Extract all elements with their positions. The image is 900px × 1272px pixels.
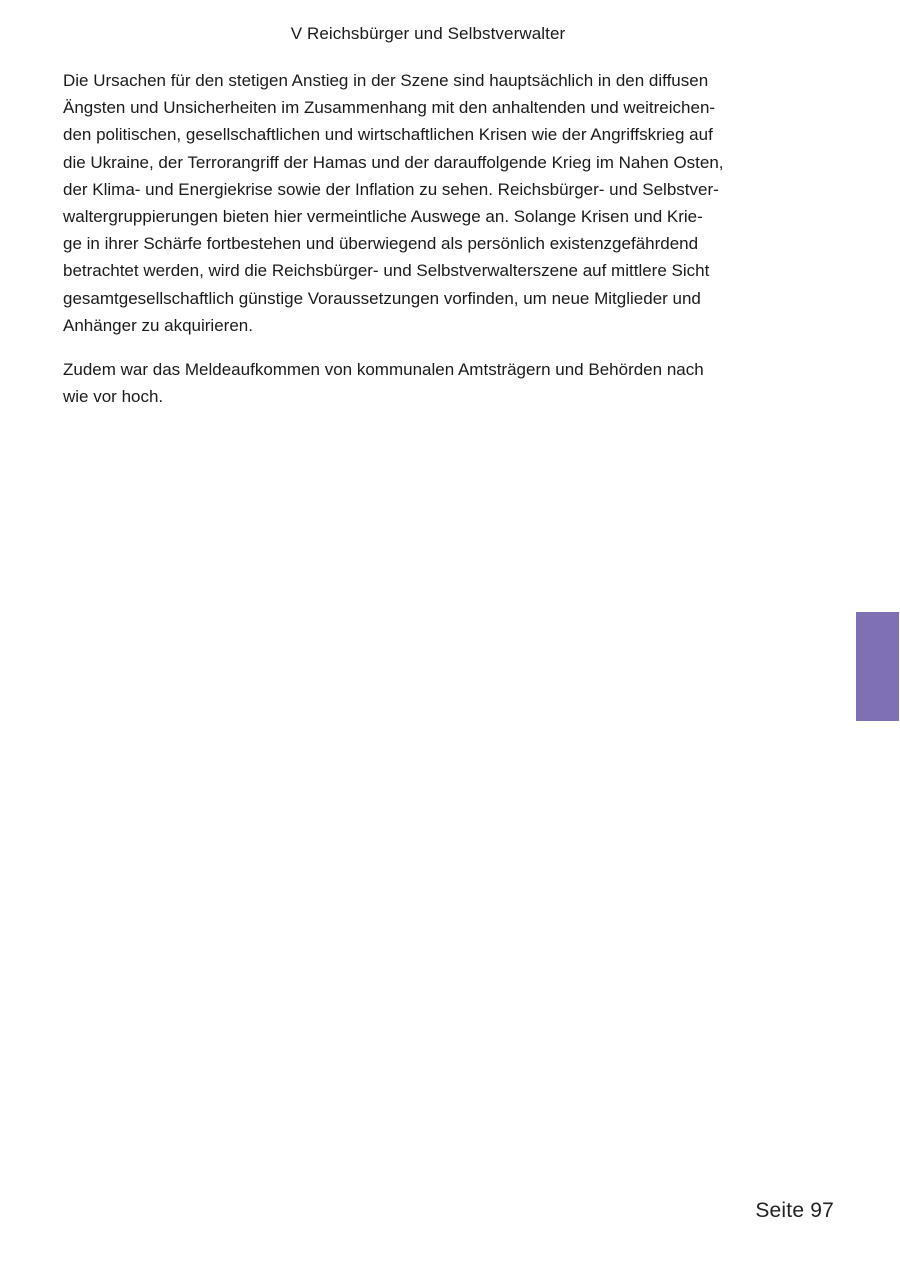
text-line: Ängsten und Unsicherheiten im Zusammenhang mit den anhaltenden und weitreichen- xyxy=(63,98,716,118)
text-line: Die Ursachen für den stetigen Anstieg in der Szene sind hauptsächlich in den diffusen xyxy=(63,71,709,90)
text-line: wie vor hoch. xyxy=(63,387,164,407)
chapter-tab-marker xyxy=(856,612,899,721)
text-line: der Klima- und Energiekrise sowie der Inflation zu sehen. Reichsbürger- und Selbstver- xyxy=(63,179,719,199)
paragraph-2 xyxy=(63,356,798,410)
text-line: gesamtgesellschaftlich günstige Voraussetzungen vorfinden, um neue Mitglieder und xyxy=(63,288,701,308)
text-line: die Ukraine, der Terrorangriff der Hamas und der darauffolgende Krieg im Nahen Osten, xyxy=(63,152,724,172)
text-line: waltergruppierungen bieten hier vermeintliche Auswege an. Solange Krisen und Krie- xyxy=(63,207,703,227)
page-number: Seite 97 xyxy=(755,1199,834,1222)
body-text xyxy=(63,67,798,427)
paragraph-1 xyxy=(63,67,798,339)
text-line: betrachtet werden, wird die Reichsbürger- und Selbstverwalterszene auf mittlere Sicht xyxy=(63,261,710,281)
text-line: ge in ihrer Schärfe fortbestehen und überwiegend als persönlich existenzgefährdend xyxy=(63,234,699,254)
text-line: Zudem war das Meldeaufkommen von kommunalen Amtsträgern und Behörden nach xyxy=(63,360,704,380)
text-line: Anhänger zu akquirieren. xyxy=(63,315,253,335)
text-line: den politischen, gesellschaftlichen und wirtschaftlichen Krisen wie der Angriffskrieg auf xyxy=(63,125,713,145)
running-header: V Reichsbürger und Selbstverwalter xyxy=(290,24,566,43)
